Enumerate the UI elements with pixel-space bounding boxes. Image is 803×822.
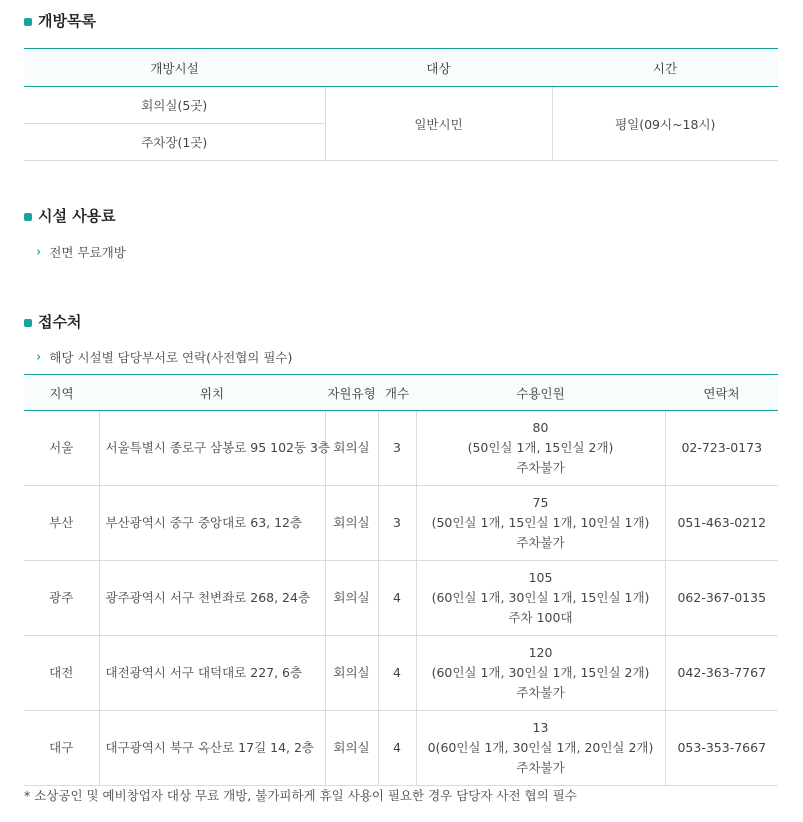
chevron-right-icon: › bbox=[36, 245, 41, 260]
capacity-cell bbox=[416, 561, 665, 636]
square-bullet-icon bbox=[24, 213, 32, 221]
type-cell: 회의실 bbox=[325, 711, 378, 786]
capacity-parking: 주차불가 bbox=[516, 685, 565, 700]
open-list-header-row bbox=[24, 49, 778, 87]
type-cell: 회의실 bbox=[325, 486, 378, 561]
capacity-parking: 주차불가 bbox=[516, 460, 565, 475]
type-cell: 회의실 bbox=[325, 411, 378, 486]
square-bullet-icon bbox=[24, 319, 32, 327]
table-row bbox=[24, 411, 778, 486]
region-cell: 광주 bbox=[24, 561, 99, 636]
contact-title-text: 접수처 bbox=[38, 313, 82, 331]
region-cell: 대구 bbox=[24, 711, 99, 786]
contact-note bbox=[36, 349, 292, 367]
contact-title bbox=[24, 312, 81, 332]
table-row bbox=[24, 486, 778, 561]
region-cell: 부산 bbox=[24, 486, 99, 561]
region-cell: 서울 bbox=[24, 411, 99, 486]
fee-title bbox=[24, 206, 116, 226]
capacity-rooms: (50인실 1개, 15인실 1개, 10인실 1개) bbox=[431, 515, 650, 530]
fee-title-text: 시설 사용료 bbox=[38, 207, 116, 225]
header-resource-type: 자원유형 bbox=[325, 375, 378, 411]
phone-cell: 053-353-7667 bbox=[665, 711, 778, 786]
contact-table bbox=[24, 374, 778, 786]
target-cell: 일반시민 bbox=[325, 87, 552, 161]
square-bullet-icon bbox=[24, 18, 32, 26]
capacity-total: 120 bbox=[528, 645, 553, 660]
count-cell: 4 bbox=[378, 561, 416, 636]
count-cell: 3 bbox=[378, 486, 416, 561]
address-cell: 부산광역시 중구 중앙대로 63, 12층 bbox=[99, 486, 325, 561]
count-cell: 4 bbox=[378, 636, 416, 711]
capacity-rooms: (60인실 1개, 30인실 1개, 15인실 2개) bbox=[431, 665, 650, 680]
capacity-total: 105 bbox=[528, 570, 553, 585]
capacity-cell bbox=[416, 411, 665, 486]
capacity-rooms: (50인실 1개, 15인실 2개) bbox=[467, 440, 614, 455]
facility-cell: 주차장(1곳) bbox=[24, 124, 325, 161]
phone-cell: 042-363-7767 bbox=[665, 636, 778, 711]
capacity-rooms: (60인실 1개, 30인실 1개, 15인실 1개) bbox=[431, 590, 650, 605]
phone-cell: 062-367-0135 bbox=[665, 561, 778, 636]
type-cell: 회의실 bbox=[325, 561, 378, 636]
capacity-rooms: 0(60인실 1개, 30인실 1개, 20인실 2개) bbox=[427, 740, 654, 755]
type-cell: 회의실 bbox=[325, 636, 378, 711]
count-cell: 3 bbox=[378, 411, 416, 486]
open-list-title bbox=[24, 11, 96, 31]
footnote: * 소상공인 및 예비창업자 대상 무료 개방, 불가피하게 휴일 사용이 필요한 경우 담당자 사전 협의 필수 bbox=[24, 788, 577, 803]
phone-cell: 051-463-0212 bbox=[665, 486, 778, 561]
table-row bbox=[24, 711, 778, 786]
chevron-right-icon: › bbox=[36, 350, 41, 365]
header-time: 시간 bbox=[552, 49, 778, 87]
address-cell: 서울특별시 종로구 삼봉로 95 102동 3층 bbox=[99, 411, 325, 486]
header-target: 대상 bbox=[325, 49, 552, 87]
contact-note-text: 해당 시설별 담당부서로 연락(사전협의 필수) bbox=[49, 350, 293, 365]
capacity-parking: 주차 100대 bbox=[508, 610, 573, 625]
capacity-cell bbox=[416, 711, 665, 786]
header-phone: 연락처 bbox=[665, 375, 778, 411]
table-row bbox=[24, 87, 778, 124]
capacity-cell bbox=[416, 486, 665, 561]
table-row bbox=[24, 636, 778, 711]
open-list-title-text: 개방목록 bbox=[38, 12, 96, 30]
facility-cell: 회의실(5곳) bbox=[24, 87, 325, 124]
fee-note-text: 전면 무료개방 bbox=[49, 245, 126, 260]
address-cell: 대전광역시 서구 대덕대로 227, 6층 bbox=[99, 636, 325, 711]
header-region: 지역 bbox=[24, 375, 99, 411]
hours-cell: 평일(09시~18시) bbox=[552, 87, 778, 161]
address-cell: 광주광역시 서구 천변좌로 268, 24층 bbox=[99, 561, 325, 636]
capacity-total: 80 bbox=[532, 420, 549, 435]
capacity-parking: 주차불가 bbox=[516, 760, 565, 775]
capacity-total: 75 bbox=[532, 495, 549, 510]
open-list-table bbox=[24, 48, 778, 161]
header-location: 위치 bbox=[99, 375, 325, 411]
header-facility: 개방시설 bbox=[24, 49, 325, 87]
count-cell: 4 bbox=[378, 711, 416, 786]
capacity-cell bbox=[416, 636, 665, 711]
fee-note bbox=[36, 244, 126, 262]
table-row bbox=[24, 561, 778, 636]
capacity-parking: 주차불가 bbox=[516, 535, 565, 550]
header-count: 개수 bbox=[378, 375, 416, 411]
phone-cell: 02-723-0173 bbox=[665, 411, 778, 486]
region-cell: 대전 bbox=[24, 636, 99, 711]
header-capacity: 수용인원 bbox=[416, 375, 665, 411]
contact-header-row bbox=[24, 375, 778, 411]
capacity-total: 13 bbox=[532, 720, 549, 735]
address-cell: 대구광역시 북구 옥산로 17길 14, 2층 bbox=[99, 711, 325, 786]
